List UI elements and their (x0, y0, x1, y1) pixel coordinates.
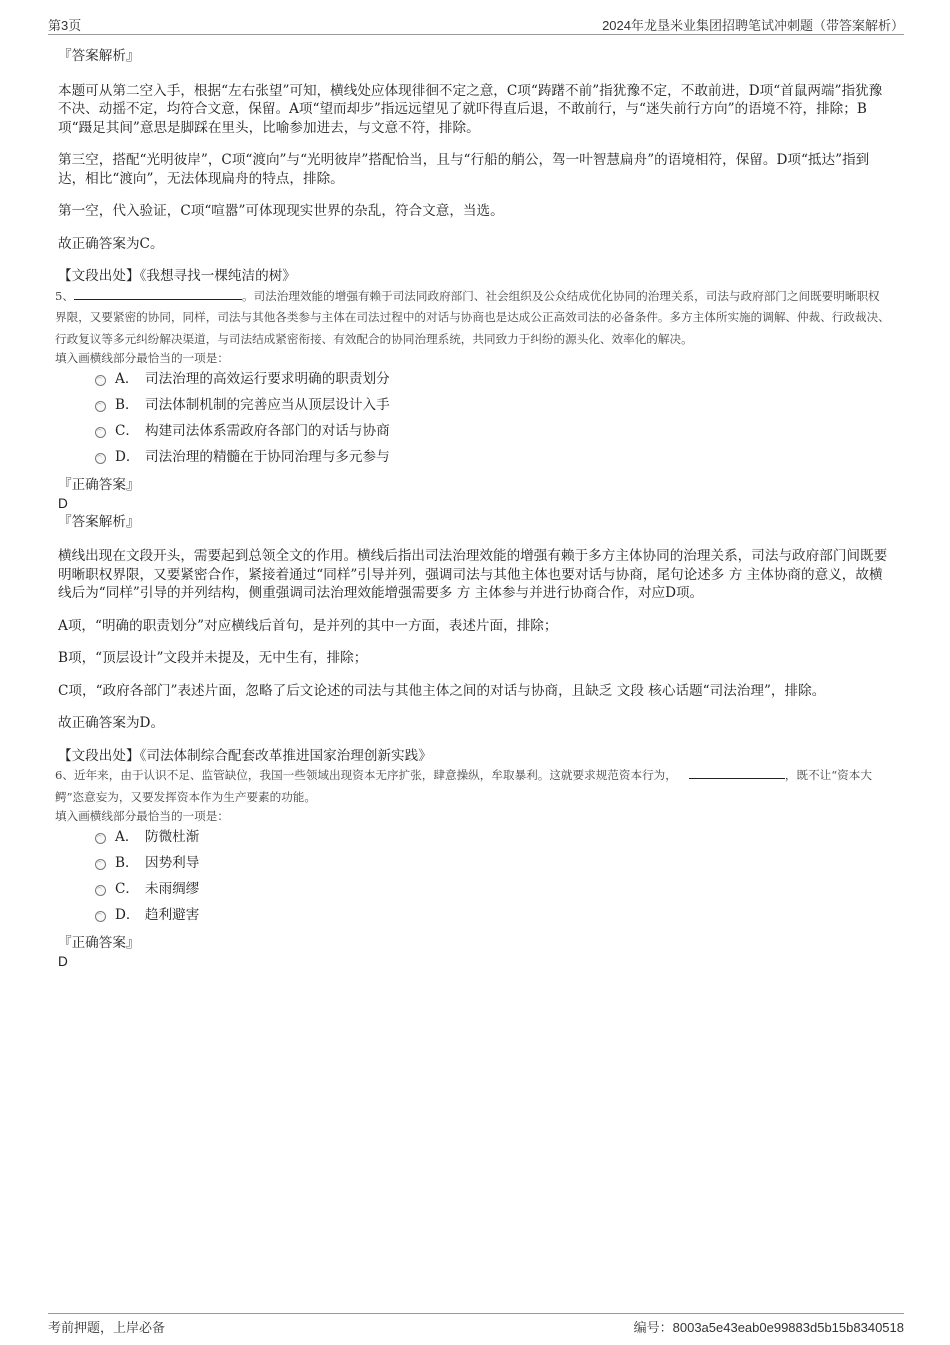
q5-analysis-para: 故正确答案为D。 (58, 715, 165, 731)
q4-analysis-para: 第三空，搭配“光明彼岸”，C项“渡向”与“光明彼岸”搭配恰当，且与“行船的艄公，驾一叶智慧扁舟”的语境相符，保留。D项“抵达”指到达，相比“渡向”，无法体现扁舟的特点，排除。 (58, 152, 870, 187)
page-header (48, 14, 904, 35)
q5-number: 5、 (55, 288, 74, 303)
radio-button[interactable] (95, 375, 106, 386)
q6-option-a[interactable]: A． 防微杜渐 (95, 824, 890, 850)
q6-option-c[interactable]: C． 未雨绸缪 (95, 876, 890, 902)
q5-answer: D (58, 495, 68, 511)
page-content (55, 47, 890, 971)
q5-answer-label: 『正确答案』 (58, 477, 140, 493)
q6-option-b[interactable]: B． 因势利导 (95, 850, 890, 876)
radio-button[interactable] (95, 453, 106, 464)
page-number: 第3页 (48, 18, 82, 33)
q4-analysis-label: 『答案解析』 (58, 48, 140, 64)
q6-number: 6、 (55, 768, 74, 782)
q5-option-c[interactable]: C． 构建司法体系需政府各部门的对话与协商 (95, 418, 890, 444)
q6-options (95, 824, 890, 928)
q5-option-d[interactable]: D． 司法治理的精髓在于协同治理与多元参与 (95, 444, 890, 470)
q5-analysis-para: 横线出现在文段开头，需要起到总领全文的作用。横线后指出司法治理效能的增强有赖于多方主体协同的治理关系，司法与政府部门间既要明晰职权界限，又要紧密合作，紧接着通过“同样”引导并列，强调司法与其他主体也要对话与协商，尾句论述多 方 主体协商的意义，故横线后为“同样”引导的并列结构，侧重强调司法治理效能增强需要多 方 主体参与并进行协商合作，对应D项。 (58, 548, 888, 601)
q5-prompt: 填入画横线部分最恰当的一项是： (55, 351, 229, 365)
radio-button[interactable] (95, 401, 106, 412)
document-title: 2024年龙垦米业集团招聘笔试冲刺题（带答案解析） (602, 18, 904, 33)
q5-blank (74, 287, 242, 300)
q6-blank (689, 766, 785, 779)
q6-prompt: 填入画横线部分最恰当的一项是： (55, 809, 229, 823)
q6-stem (55, 765, 890, 808)
radio-button[interactable] (95, 911, 106, 922)
footer-serial: 编号：8003a5e43eab0e99883d5b15b8340518 (633, 1320, 904, 1335)
page-footer (48, 1313, 904, 1334)
q4-analysis-para: 本题可从第二空入手，根据“左右张望”可知，横线处应体现徘徊不定之意，C项“踌躇不前”指犹豫不定，不敢前进，D项“首鼠两端”指犹豫不决、动摇不定，均符合文意，保留。A项“望而却步”指远远望见了就吓得直后退，不敢前行，与“迷失前行方向”的语境不符，排除；B项“蹑足其间”意思是脚踩在里头，比喻参加进去，与文意不符，排除。 (58, 82, 883, 136)
radio-button[interactable] (95, 859, 106, 870)
q5-stem (55, 286, 890, 351)
q6-answer: D (58, 953, 68, 969)
q6-text-before: 近年来，由于认识不足、监管缺位，我国一些领域出现资本无序扩张，肆意操纵，牟取暴利。这就要求规范资本行为， (73, 768, 677, 782)
radio-button[interactable] (95, 427, 106, 438)
q5-analysis-label: 『答案解析』 (58, 513, 140, 530)
q5-option-a[interactable]: A． 司法治理的高效运行要求明确的职责划分 (95, 366, 890, 392)
q5-analysis-para: C项，“政府各部门”表述片面，忽略了后文论述的司法与其他主体之间的对话与协商，且缺乏 文段 核心话题“司法治理”，排除。 (58, 682, 826, 699)
q5-option-b[interactable]: B． 司法体制机制的完善应当从顶层设计入手 (95, 392, 890, 418)
q5-source: 【文段出处】《司法体制综合配套改革推进国家治理创新实践》 (58, 747, 432, 764)
q5-analysis-para: A项，“明确的职责划分”对应横线后首句，是并列的其中一方面，表述片面，排除； (58, 617, 558, 634)
q5-text: 。司法治理效能的增强有赖于司法同政府部门、社会组织及公众结成优化协同的治理关系，司法与政府部门之间既要明晰职权界限，又要紧密的协同，同样，司法与其他各类参与主体在司法过程中的对话与协商也是达成公正高效司法的必备条件。多方主体所实施的调解、仲裁、行政裁决、行政复议等多元纠纷解决渠道，与司法结成紧密衔接、有效配合的协同治理系统，共同致力于纠纷的源头化、效率化的解决。 (55, 288, 890, 346)
radio-button[interactable] (95, 833, 106, 844)
q6-option-d[interactable]: D． 趋利避害 (95, 902, 890, 928)
q5-options (95, 366, 890, 470)
q4-source: 【文段出处】《我想寻找一棵纯洁的树》 (58, 268, 296, 284)
q5-analysis-para: B项，“顶层设计”文段并未提及，无中生有，排除； (58, 650, 368, 666)
q6-answer-label: 『正确答案』 (58, 935, 140, 951)
q4-analysis-para: 第一空，代入验证，C项“喧嚣”可体现现实世界的杂乱，符合文意，当选。 (58, 203, 504, 219)
q4-analysis-para: 故正确答案为C。 (58, 235, 164, 252)
radio-button[interactable] (95, 885, 106, 896)
footer-slogan: 考前押题，上岸必备 (48, 1320, 166, 1335)
q6-text-after: ，既不让“资本大鳄”恣意妄为，又要发挥资本作为生产要素的功能。 (55, 768, 872, 804)
